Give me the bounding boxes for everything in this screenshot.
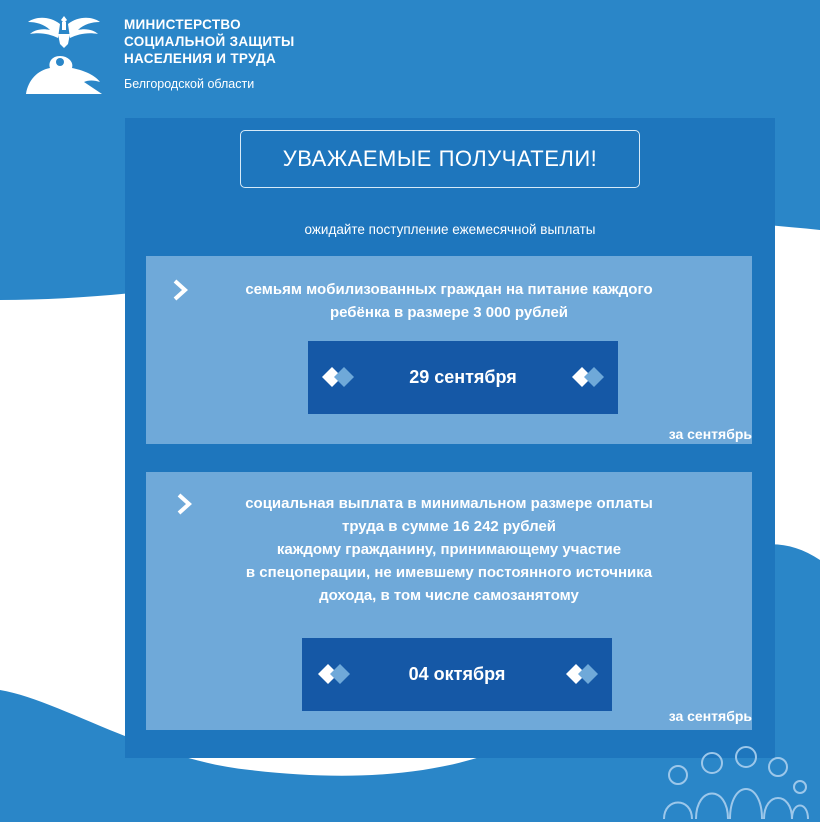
page-title: УВАЖАЕМЫЕ ПОЛУЧАТЕЛИ! xyxy=(282,146,598,171)
org-name-line-1: МИНИСТЕРСТВО xyxy=(124,17,241,32)
heading-box xyxy=(240,130,640,188)
description-line: семьям мобилизованных граждан на питание каждого xyxy=(245,281,653,298)
lion-emblem-icon xyxy=(26,56,102,94)
payment-card-1 xyxy=(146,256,752,444)
subheading: ожидайте поступление ежемесячной выплаты xyxy=(304,222,596,237)
organization-block xyxy=(124,16,295,91)
description-line: труда в сумме 16 242 рублей xyxy=(341,518,557,535)
payment-date: 29 сентября xyxy=(409,367,517,387)
description-line: каждому гражданину, принимающему участие xyxy=(276,541,622,558)
payment-period: за сентябрь xyxy=(668,708,752,724)
org-name-line-2: СОЦИАЛЬНОЙ ЗАЩИТЫ xyxy=(124,34,295,49)
diamond-pair-icon xyxy=(570,365,606,389)
payment-description xyxy=(146,492,752,607)
org-name-line-3: НАСЕЛЕНИЯ И ТРУДА xyxy=(124,51,277,66)
payment-period: за сентябрь xyxy=(668,426,752,442)
family-outline-icon xyxy=(650,735,810,820)
description-line: в спецоперации, не имевшему постоянного источника xyxy=(245,564,653,581)
diamond-pair-icon xyxy=(564,662,600,686)
payment-date-box xyxy=(302,638,612,711)
payment-date: 04 октября xyxy=(408,664,506,684)
org-region: Белгородской области xyxy=(124,77,255,91)
payment-description xyxy=(146,278,752,324)
description-line: социальная выплата в минимальном размере оплаты xyxy=(245,495,653,512)
description-line: дохода, в том числе самозанятому xyxy=(319,587,579,604)
diamond-pair-icon xyxy=(320,365,356,389)
eagle-emblem-icon xyxy=(28,16,100,48)
payment-date-box xyxy=(308,341,618,414)
ministry-logo xyxy=(24,10,104,100)
payment-card-2 xyxy=(146,472,752,730)
description-line: ребёнка в размере 3 000 рублей xyxy=(329,304,569,321)
diamond-pair-icon xyxy=(316,662,352,686)
